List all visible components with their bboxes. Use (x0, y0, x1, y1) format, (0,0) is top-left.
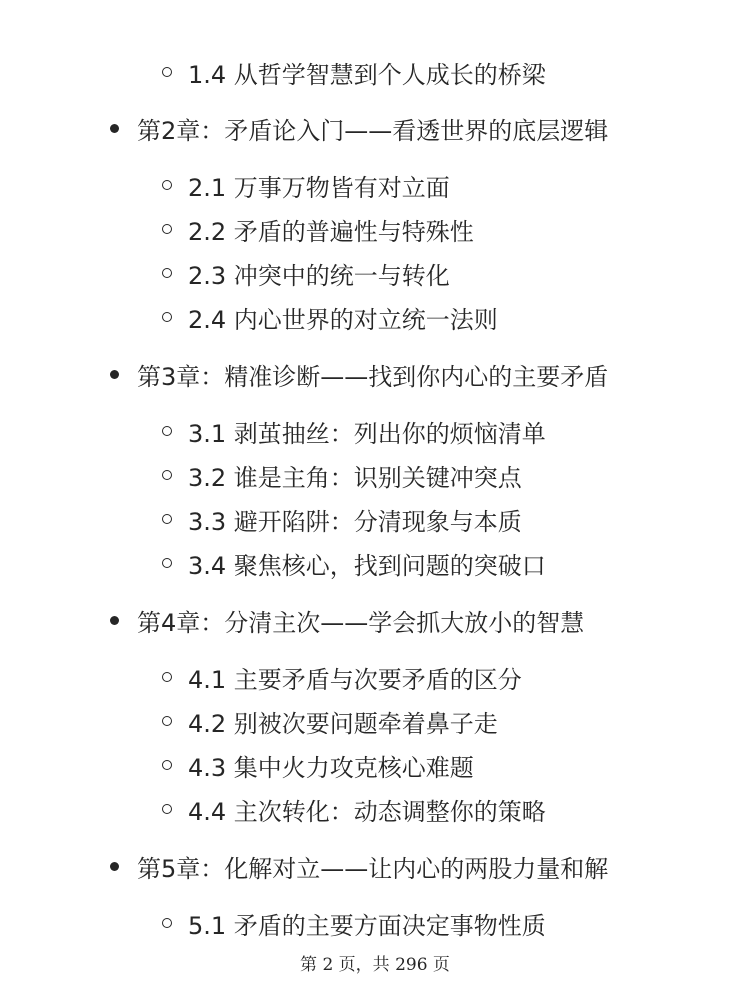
toc-section-label: 2.2 矛盾的普遍性与特殊性 (188, 217, 474, 246)
toc-section-item (162, 455, 522, 495)
toc-section-item (162, 903, 546, 943)
toc-chapter-label: 第2章：矛盾论入门——看透世界的底层逻辑 (137, 116, 609, 145)
toc-section-label: 3.1 剥茧抽丝：列出你的烦恼清单 (188, 419, 546, 448)
toc-section-label: 2.3 冲突中的统一与转化 (188, 261, 450, 290)
filled-disc-bullet-icon (110, 862, 119, 871)
toc-section-item (162, 499, 522, 539)
filled-disc-bullet-icon (110, 616, 119, 625)
toc-section-label: 2.4 内心世界的对立统一法则 (188, 305, 498, 334)
toc-section-label: 4.4 主次转化：动态调整你的策略 (188, 797, 546, 826)
toc-chapter-item (110, 108, 608, 148)
hollow-circle-bullet-icon (162, 716, 172, 726)
toc-section-item (162, 209, 474, 249)
filled-disc-bullet-icon (110, 124, 119, 133)
toc-section-label: 1.4 从哲学智慧到个人成长的桥梁 (188, 60, 546, 89)
hollow-circle-bullet-icon (162, 558, 172, 568)
toc-section-label: 5.1 矛盾的主要方面决定事物性质 (188, 911, 546, 940)
hollow-circle-bullet-icon (162, 426, 172, 436)
toc-section-item (162, 745, 474, 785)
toc-section-item (162, 657, 522, 697)
toc-section-label: 3.3 避开陷阱：分清现象与本质 (188, 507, 522, 536)
toc-section-item (162, 297, 498, 337)
toc-chapter-item (110, 846, 608, 886)
toc-chapter-item (110, 600, 584, 640)
hollow-circle-bullet-icon (162, 760, 172, 770)
hollow-circle-bullet-icon (162, 268, 172, 278)
hollow-circle-bullet-icon (162, 470, 172, 480)
toc-chapter-label: 第3章：精准诊断——找到你内心的主要矛盾 (137, 362, 609, 391)
toc-section-label: 4.3 集中火力攻克核心难题 (188, 753, 474, 782)
toc-section-label: 3.4 聚焦核心，找到问题的突破口 (188, 551, 546, 580)
toc-section-item (162, 253, 450, 293)
toc-section-label: 3.2 谁是主角：识别关键冲突点 (188, 463, 522, 492)
filled-disc-bullet-icon (110, 370, 119, 379)
toc-chapter-item (110, 354, 608, 394)
toc-chapter-label: 第5章：化解对立——让内心的两股力量和解 (137, 854, 609, 883)
toc-section-label: 4.2 别被次要问题牵着鼻子走 (188, 709, 498, 738)
toc-section-item (162, 165, 450, 205)
hollow-circle-bullet-icon (162, 514, 172, 524)
toc-section-item (162, 789, 546, 829)
hollow-circle-bullet-icon (162, 312, 172, 322)
toc-section-item (162, 52, 546, 92)
page-number-footer: 第 2 页，共 296 页 (300, 955, 450, 975)
hollow-circle-bullet-icon (162, 672, 172, 682)
hollow-circle-bullet-icon (162, 180, 172, 190)
hollow-circle-bullet-icon (162, 804, 172, 814)
toc-section-label: 4.1 主要矛盾与次要矛盾的区分 (188, 665, 522, 694)
hollow-circle-bullet-icon (162, 67, 172, 77)
toc-section-item (162, 543, 546, 583)
hollow-circle-bullet-icon (162, 918, 172, 928)
toc-section-label: 2.1 万事万物皆有对立面 (188, 173, 450, 202)
hollow-circle-bullet-icon (162, 224, 172, 234)
toc-chapter-label: 第4章：分清主次——学会抓大放小的智慧 (137, 608, 585, 637)
toc-section-item (162, 701, 498, 741)
toc-section-item (162, 411, 546, 451)
